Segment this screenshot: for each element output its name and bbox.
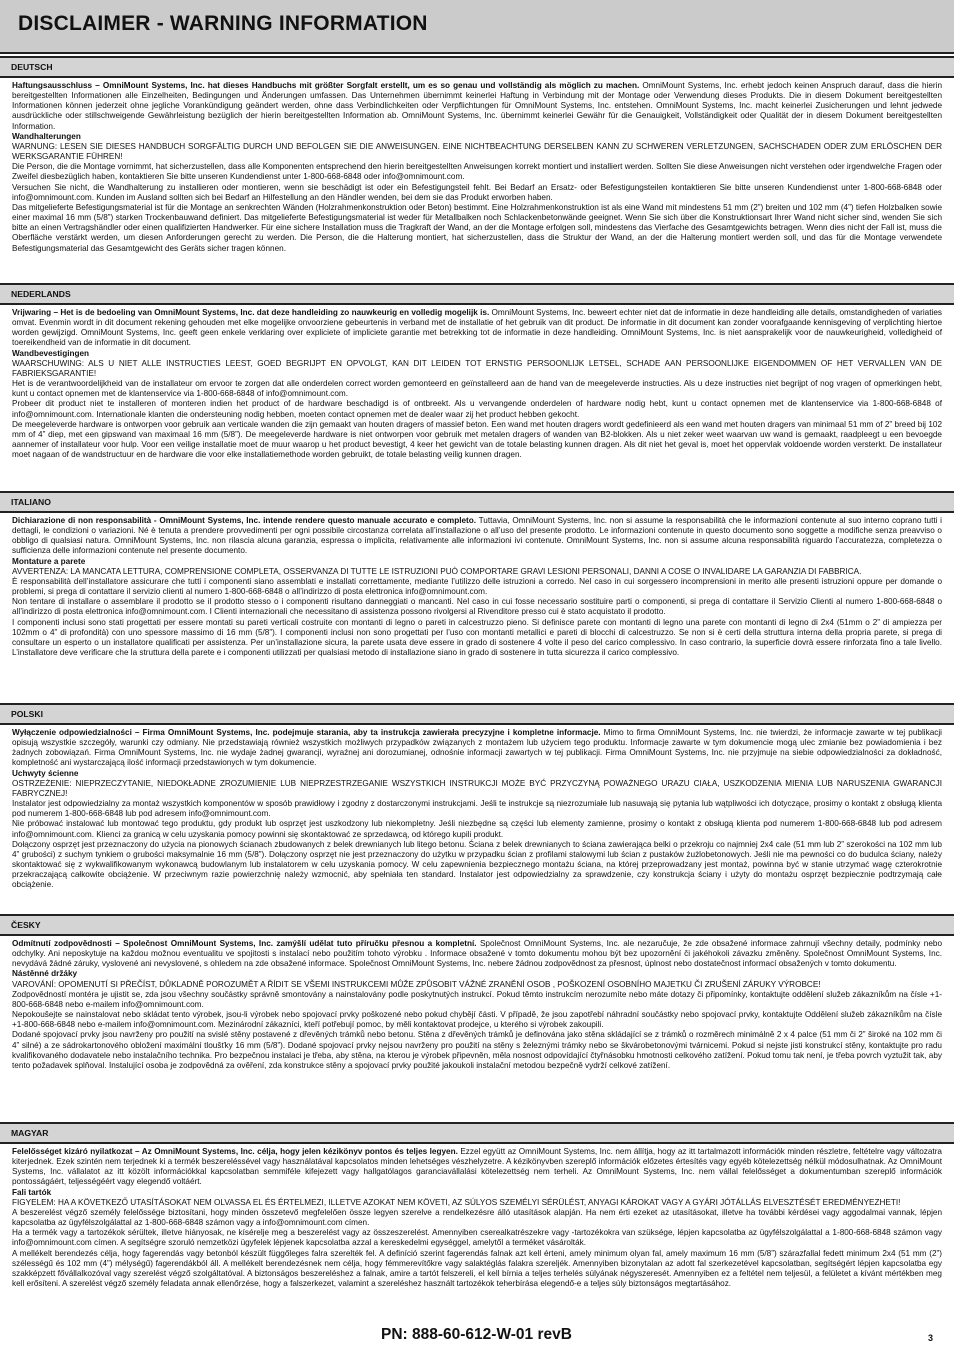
paragraph: È responsabilità dell’installatore assicurare che tutti i componenti siano assemblati e installati correttamente, mediante l’utilizzo delle istruzioni a corredo. Nel caso in cui sorgessero incomprensioni in merito alle presenti istruzioni oppure per domande o problemi, si prega di contattare il servizio clienti al numero 1-800-668-6848 o all’indirizzo di posta elettronica info@omnimount.com. [12, 576, 942, 597]
disclaimer-lead: Wyłączenie odpowiedzialności – Firma OmniMount Systems, Inc. podejmuje starania, aby ta instrukcja zawierała precyzyjne i kompletne informacje. [12, 728, 601, 737]
disclaimer-text: OmniMount Systems, Inc. erhebt jedoch keinen Anspruch darauf, dass die hierin bereitgestellten Informationen alle Einzelheiten, Bedingungen und Änderungen umfassen. Das Unternehmen übernimmt keinerlei Haftung in Verbindung mit der Montage oder Verwendung dieses Produkts. Die in diesem Dokument bereitgestellten Informationen können jederzeit ohne jegliche Vorankündigung geändert werden, ohne dass Verbindlichkeiten oder Verpflichtungen für OmniMount Systems, Inc. entstehen. OmniMount Systems, Inc. macht keinerlei Zusicherungen und lehnt jedwede ausdrückliche oder stillschweigende Gewährleistung bezüglich der hierin bereitgestellten Information ab. OmniMount Systems, Inc. übernimmt keinerlei Gewähr für die Genauigkeit, Vollständigkeit oder Qualität der in diesem Dokument bereitgestellten Information. [12, 81, 942, 131]
section-heading-bar [0, 491, 954, 513]
paragraph: Die Person, die die Montage vornimmt, hat sicherzustellen, dass alle Komponenten entsprechend den hierin bereitgestellten Anweisungen korrekt montiert und installiert werden. Sollten Sie diese Anweisungen nicht verstehen oder irgendwelche Fragen oder Zweifel diesbezüglich haben, kontaktieren Sie bitte unseren Kundendienst unter 1-800-668-6848 oder info@omnimount.com. [12, 162, 942, 182]
section-italiano [0, 491, 954, 658]
section-magyar [0, 1122, 954, 1289]
paragraph: Nepokoušejte se nainstalovat nebo skládat tento výrobek, jsou-li výrobek nebo spojovací prvky poškozené nebo pokud chybějí části. V případě, že jsou zapotřebí náhradní součástky nebo spojovací prvky, kontaktujte Oddělení služeb zákazníkům na čísle +1-800-668-6848 nebo e-mailem info@omnimount.com. Mezinárodní zákazníci, kteří potřebují pomoc, by měli kontaktovat prodejce, u kterého si výrobek zakoupili. [12, 1010, 942, 1030]
disclaimer-lead: Odmítnutí zodpovědnosti – Společnost OmniMount Systems, Inc. zamýšlí udělat tuto příručku přesnou a kompletní. [12, 939, 477, 948]
title-bar [0, 0, 954, 54]
warning-text: AVVERTENZA: LA MANCATA LETTURA, COMPRENSIONE COMPLETA, OSSERVANZA DI TUTTE LE ISTRUZIONI PUÒ COMPORTARE GRAVI LESIONI PERSONALI, DANNI A COSE O INVALIDARE LA GARANZIA DI FABBRICA. [12, 566, 862, 576]
paragraph: Non tentare di installare o assemblare il prodotto se il prodotto stesso o i componenti risultano danneggiati o mancanti. Nel caso in cui fosse necessario sostituire parti o componenti, si prega di contattare il Servizio Clienti al numero 1-800-668-6848 o all’indirizzo di posta elettronica info@omnimount.com. I Clienti internazionali che necessitano di assistenza possono rivolgersi al Rivenditore presso cui è stato acquistato il prodotto. [12, 597, 942, 617]
wall-mount-subheading: Wandbevestigingen [12, 348, 90, 358]
section-heading: NEDERLANDS [11, 289, 71, 299]
section-heading: MAGYAR [11, 1128, 49, 1138]
warning-text: WAARSCHUWING: ALS U NIET ALLE INSTRUCTIES LEEST, GOED BEGRIJPT EN OPVOLGT, KAN DIT LEIDEN TOT ERNSTIG PERSOONLIJK LETSEL, SCHADE AAN PERSOONLIJKE EIGENDOMMEN OF HET VERVALLEN VAN DE FABRIEKSGARANTIE! [12, 358, 942, 378]
section-heading: ITALIANO [11, 497, 51, 507]
paragraph: De meegeleverde hardware is ontworpen voor gebruik aan verticale wanden die zijn gemaakt van houten dragers of massief beton. Een wand met houten dragers wordt gedefinieerd als een wand met houten dragers van minimaal 51 mm of 2” breed bij 102 mm of 4” diep, met een gipswand van maximaal 16 mm (5/8”). De meegeleverde hardware is niet ontworpen voor gebruik met metalen dragers of wanden van B2-blokken. Als u niet zeker weet waarvan uw wand is gemaakt, raadpleegt u een bevoegde aannemer of installateur voor hulp. Voor een veilige installatie moet de muur waarop u het product bevestigt, 4 keer het gewicht van de totale belasting kunnen dragen. Als dit niet het geval is, moet het oppervlak voldoende worden versterkt. De installateur moet nagaan of de wandstructuur en de hardware die voor elke installatiemethode worden gebruikt, de totale belasting veilig kunnen dragen. [12, 419, 942, 460]
paragraph: Instalator jest odpowiedzialny za montaż wszystkich komponentów w sposób prawidłowy i zgodny z dostarczonymi instrukcjami. Jeśli te instrukcje są niezrozumiałe lub nasuwają się pytania lub wątpliwości ich dotyczące, prosimy o kontakt z obsługą klienta pod numerem 1-800-668-6848 lub pod adresem info@omnimount.com. [12, 799, 942, 819]
disclaimer-lead: Dichiarazione di non responsabilità - OmniMount Systems, Inc. intende rendere questo manuale accurato e completo. [12, 516, 477, 525]
disclaimer-lead: Felelősséget kizáró nyilatkozat – Az OmniMount Systems, Inc. célja, hogy jelen kézikönyv pontos és teljes legyen. [12, 1147, 458, 1156]
wall-mount-subheading: Fali tartók [12, 1187, 52, 1197]
disclaimer-lead: Vrijwaring – Het is de bedoeling van OmniMount Systems, Inc. dat deze handleiding zo nauwkeurig en volledig mogelijk is. [12, 308, 490, 317]
paragraph: A beszerelést végző személy felelőssége biztosítani, hogy minden összetevő megfelelően össze legyen szerelve a rendelkezésre álló utasítások alapján. Ha nem érti ezeket az utasításokat, illetve ha további kérdései vagy aggodalmai vannak, lépjen kapcsolatba az ügyfélszolgálattal az 1-800-668-6848 számon vagy a info@omnimount.com címen. [12, 1207, 942, 1228]
paragraph: Het is de verantwoordelijkheid van de installateur om ervoor te zorgen dat alle onderdelen correct worden gemonteerd en geïnstalleerd aan de hand van de meegeleverde instructies. Als u deze instructies niet begrijpt of nog vragen of opmerkingen hebt, kunt u contact opnemen met de klantenservice via 1-800-668-6848 of info@omnimount.com. [12, 379, 942, 399]
section-nederlands [0, 283, 954, 460]
section-body [0, 936, 954, 1071]
section-heading: DEUTSCH [11, 62, 53, 72]
page-number: 3 [928, 1333, 934, 1343]
disclaimer-text: Tuttavia, OmniMount Systems, Inc. non si assume la responsabilità che le informazioni contenute al suo interno coprano tutti i dettagli, le condizioni o variazioni. Né è tenuta a prendere provvedimenti per ogni possibile circostanza correlata all’installazione o all’uso del presente prodotto. Le informazioni contenute in questo documento sono soggette a modifiche senza preavviso o obbligo di qualsiasi natura. OmniMount Systems, Inc. non rilascia alcuna garanzia, espressa o implicita, relativamente alle informazioni ivi contenute. OmniMount Systems, Inc. non si assume alcuna responsabilità riguardo l’accuratezza, completezza o sufficienza delle informazioni contenute nel presente documento. [12, 516, 942, 556]
wall-mount-subheading: Montature a parete [12, 556, 86, 566]
section-polski [0, 703, 954, 891]
section-cesky [0, 914, 954, 1071]
section-heading-bar [0, 56, 954, 78]
section-body [0, 1144, 954, 1289]
paragraph: Versuchen Sie nicht, die Wandhalterung zu installieren oder montieren, wenn sie beschädigt ist oder ein Befestigungsteil fehlt. Bei Bedarf an Ersatz- oder Befestigungsteilen kontaktieren Sie bitte unseren Kundendienst unter 1-800-668-6848 oder info@omnimount.com. Kunden im Ausland sollten sich bei Bedarf an Hilfestellung an den Händler wenden, bei dem sie das Produkt erworben haben. [12, 182, 942, 202]
paragraph: I componenti inclusi sono stati progettati per essere montati su pareti verticali costruite con montanti di legno o pareti in calcestruzzo pieno. Si definisce parete con montanti di legno una parete con montanti di legno di 2x4 (51mm o 2” di ampiezza per 102mm o 4” di profondità) con uno spessore massimo di 16 mm (5/8”). I componenti inclusi non sono progettati per l’uso con montanti metallici e pareti di blocchi di calcestruzzo. Se non si è certi della struttura interna della propria parete, si prega di consultare un esperto o un installatore qualificati per assistenza. Per un’installazione sicura, la parete usata deve essere in grado di sostenere 4 volte il peso del carico complessivo. In caso contrario, la superficie dovrà essere rinforzata fino a tale livello. L’installatore deve verificare che la struttura della parete e i componenti utilizzati per qualsiasi metodo di installazione siano in grado di sostenere in tutta sicurezza il carico complessivo. [12, 617, 942, 658]
page-title: DISCLAIMER - WARNING INFORMATION [18, 12, 428, 35]
paragraph: Das mitgelieferte Befestigungsmaterial ist für die Montage an senkrechten Wänden (Holzrahmenkonstruktion oder Beton) bestimmt. Eine Holzrahmenkonstruktion ist als eine Wand mit mindestens 51 mm (2”) breiten und 102 mm (4”) tiefen Holzbalken sowie einer maximal 16 mm (5/8”) starken Trockenbauwand definiert. Das mitgelieferte Befestigungsmaterial ist weder für Metallbalken noch Schlackenbetonwände geeignet. Wenn Sie sich über die Konstruktionsart Ihrer Wand nicht sicher sind, wenden Sie sich bitte an einen Vertragshändler oder einen qualifizierten Handwerker. Für eine sichere Installation muss die Tragkraft der Wand, an der die Montage erfolgen soll, mindestens das Vierfache des Gesamtgewichts betragen. Wenn dies nicht der Fall ist, muss die Oberfläche verstärkt werden, um diesen Anforderungen gerecht zu werden. Die Person, die die Halterung montiert, hat sicherzustellen, dass die Struktur der Wand, an der die Halterung montiert werden soll, und das für die Montage verwendete Befestigungsmaterial das Gesamtgewicht des Geräts sicher tragen können. [12, 202, 942, 253]
warning-text: FIGYELEM: HA A KÖVETKEZŐ UTASÍTÁSOKAT NEM OLVASSA EL ÉS ÉRTELMEZI, ILLETVE AZOKAT NEM KÖVETI, AZ SÚLYOS SZEMÉLYI SÉRÜLÉST, ANYAGI KÁROKAT VAGY A GYÁRI JÓTÁLLÁS ELVESZTÉSÉT EREDMÉNYEZHETI! [12, 1197, 901, 1207]
paragraph: Probeer dit product niet te installeren of monteren indien het product of de hardware beschadigd is of ontbreekt. Als u vervangende onderdelen of hardware nodig hebt, kunt u contact opnemen met de klantenservice via 1-800-668-6848 of info@omnimount.com. Internationale klanten die ondersteuning nodig hebben, moeten contact opnemen met de dealer waar zij het product hebben gekocht. [12, 399, 942, 419]
disclaimer-text: Společnost OmniMount Systems, Inc. ale nezaručuje, že zde obsažené informace zahrnují všechny detaily, podmínky nebo odchylky. Ani neposkytuje na každou možnou eventualitu ve spojitosti s instalací nebo použitím tohoto výrobku . Informace obsažené v tomto dokumentu mohou být bez upozornění či jakéhokoli závazku změněny. Společnost OmniMount Systems, Inc. nevydává žádné záruky, vyslovené ani nevyslovené, s ohledem na zde obsažené informace. Společnost OmniMount Systems, Inc. nebere žádnou zodpovědnost za přesnost, úplnost nebo dostatečnost informací obsažených v tomto dokumentu. [12, 939, 942, 969]
wall-mount-subheading: Uchwyty ścienne [12, 768, 79, 778]
section-deutsch [0, 56, 954, 254]
section-body [0, 78, 954, 254]
paragraph: Ha a termék vagy a tartozékok sérültek, illetve hiányosak, ne kísérelje meg a beszerelést vagy az összeszerelést. Amennyiben cserealkatrészekre vagy -tartozékokra van szüksége, lépjen kapcsolatba az ügyfélszolgálattal a 1-800-668-6848 számon vagy info@omnimount.com címen. A segítségre szoruló nemzetközi ügyfelek lépjenek kapcsolatba azzal a kereskedelmi egységgel, amelytől a terméket vásárolták. [12, 1228, 942, 1248]
section-body [0, 513, 954, 658]
warning-text: VAROVÁNÍ: OPOMENUTÍ SI PŘEČÍST, DŮKLADNĚ POROZUMĚT A ŘÍDIT SE VŠEMI INSTRUKCEMI MŮŽE ZPŮSOBIT VÁŽNÉ ZRANĚNÍ OSOB , POŠKOZENÍ OSOBNÍHO MAJETKU ČI ZRUŠENÍ ZÁRUKY VÝROBCE! [12, 979, 821, 989]
section-body [0, 725, 954, 891]
warning-text: OSTRZEŻENIE: NIEPRZECZYTANIE, NIEDOKŁADNE ZROZUMIENIE LUB NIEPRZESTRZEGANIE WSZYSTKICH INSTRUKCJI MOŻE BYĆ PRZYCZYNĄ POWAŻNEGO URAZU CIAŁA, USZKODZENIA MIENIA LUB NARUSZENIA GWARANCJI FABRYCZNEJ! [12, 778, 942, 798]
disclaimer-lead: Haftungsausschluss – OmniMount Systems, Inc. hat dieses Handbuchs mit größter Sorgfalt erstellt, um es so genau und vollständig als möglich zu machen. [12, 81, 640, 90]
section-heading-bar [0, 703, 954, 725]
section-heading: ČESKY [11, 920, 41, 930]
disclaimer-text: Ezzel együtt az OmniMount Systems, Inc. nem állítja, hogy az itt tartalmazott információk minden részletre, feltételre vagy változatra kiterjednek. Ezek szintén nem terjednek ki a termék beszereléssével vagy használatával kapcsolatos minden lehetséges vészhelyzetre. A kézikönyvben szereplő információk előzetes értesítés vagy egyéb kötelezettség nélkül módosulhatnak. Az OmniMount Systems, Inc. vállalatot az itt közölt információkkal kapcsolatban semmiféle kifejezett vagy hallgatólagos garanciavállalási kötelezettség nem terheli. Az OmniMount Systems, Inc. nem vállal felelősséget a dokumentumban szereplő információk pontosságáért, teljességéért vagy elegendő voltáért. [12, 1147, 942, 1187]
paragraph: Nie próbować instalować lub montować tego produktu, gdy produkt lub osprzęt jest uszkodzony lub niekompletny. Jeśli niezbędne są części lub elementy zamienne, prosimy o kontakt z obsługą klienta pod numerem 1-800-668-6848 lub pod adresem info@omnimount.com. Klienci za granicą w celu uzyskania pomocy powinni się skontaktować ze sprzedawcą, od którego kupili produkt. [12, 819, 942, 839]
section-heading: POLSKI [11, 709, 43, 719]
warning-text: WARNUNG: LESEN SIE DIESES HANDBUCH SORGFÄLTIG DURCH UND BEFOLGEN SIE DIE ANWEISUNGEN. EINE NICHTBEACHTUNG DERSELBEN KANN ZU SCHWEREN VERLETZUNGEN, SACHSCHADEN ODER ZUM ERLÖSCHEN DER WERKSGARANTIE FÜHREN! [12, 141, 942, 162]
section-heading-bar [0, 1122, 954, 1144]
paragraph: Zodpovědností montéra je ujistit se, zda jsou všechny součástky správně smontovány a nainstalovány podle poskytnutých instrukcí. Pokud těmto instrukcím nerozumíte nebo máte dotazy či připomínky, kontaktujte oddělení služeb zákazníkům na čísle +1-800-668-6848 nebo e-mailem info@omnimount.com. [12, 989, 942, 1009]
section-heading-bar [0, 914, 954, 936]
section-body [0, 305, 954, 460]
disclaimer-text: Mimo to firma OmniMount Systems, Inc. nie twierdzi, że informacje zawarte w tej publikacji opisują wszystkie szczegóły, warunki czy odmiany. Nie przedstawiają również wszystkich możliwych przypadków związanych z montażem lub użyciem tego produktu. Informacje zawarte w tym dokumencie mogą ulec zmianie bez powiadomienia i bez żadnych zobowiązań. Firma OmniMount Systems, Inc. nie wydaje żadnej gwarancji, wyraźnej ani dorozumianej, odnośnie informacji zawartych w tej publikacji. Firma OmniMount Systems, Inc. nie przyjmuje na siebie odpowiedzialności za dokładność, kompletność ani wystarczającą ilość informacji przedstawionych w tym dokumencie. [12, 728, 942, 768]
paragraph: Dodané spojovací prvky jsou navrženy pro použití na svislé stěny postavené z dřevěných trámků nebo betonu. Stěna z dřevěných trámků je definována jako stěna skládající se z trámků o rozměrech minimálně 2 x 4 palce (51 mm či 2” široké na 102 mm či 4” silné) a ze sádrokartonového obložení maximální tloušťky 16 mm (5/8”). Dodané spojovací prvky nejsou navrženy pro použití na stěny s železnými trámky nebo se škvárobetonovými tvárnicemi. Pokud si nejste jisti konstrukcí stěny, kontaktujte pro radu kvalifikovaného dodavatele nebo instalačního technika. Pro bezpečnou instalaci je třeba, aby stěna, na kterou je výrobek připevněn, měla nosnost odpovídající čtyřnásobku hmotnosti celkového zatížení. Pokud tomu tak není, je třeba povrch vyztužit tak, aby tento požadavek splňoval. Instalující osoba je zodpovědná za ověření, zda konstrukce stěny a spojovací prvky použité jakoukoli instalační metodou bezpečně vydrží celkové zatížení. [12, 1030, 942, 1070]
part-number: PN: 888-60-612-W-01 revB [381, 1326, 572, 1343]
disclaimer-text: OmniMount Systems, Inc. beweert echter niet dat de informatie in deze handleiding alle details, omstandigheden of variaties omvat. Evenmin wordt in dit document rekening gehouden met elke mogelijke onvoorziene gebeurtenis in verband met de installatie of het gebruik van dit product. De informatie in dit document kan zonder voorafgaande kennisgeving of verplichting hiertoe worden gewijzigd. OmniMount Systems, Inc. geeft geen enkele verklaring over expliciete of impliciete garantie met betrekking tot de informatie in deze handleiding. OmniMount Systems, Inc. is niet aansprakelijk voor de nauwkeurigheid, volledigheid of toereikendheid van de informatie in dit document. [12, 308, 942, 348]
wall-mount-subheading: Nástěnné držáky [12, 969, 78, 979]
wall-mount-subheading: Wandhalterungen [12, 131, 81, 141]
paragraph: A mellékelt berendezés célja, hogy fagerendás vagy betonból készült függőleges falra szerelték fel. A definíció szerint fagerendás falnak azt kell érteni, amely minimum olyan fal, amely maximum 16 mm (5/8”) szárazfallal fedett minimum 2x4 (51 mm (2”) szélességű és 102 mm (4”) mélységű) fagerendákból áll. A mellékelt berendezésnek nem célja, hogy fémmerevítőkre vagy salaktéglás falakra szereljék. Amennyiben bizonytalan az adott fal szerkezetével kapcsolatban, segítségért lépjen kapcsolatba egy szakképzett fővállalkozóval vagy szerelést végző szolgáltatóval. A biztonságos beszereléshez a falnak, amire a tartót felszereli, el kell bírnia a teljes terhelés súlyának négyszeresét. Amennyiben ez a feltétel nem teljesül, a felületet a kívánt mértékben meg kell erősíteni. A szerelést végző személy feladata annak ellenőrzése, hogy a falszerkezet, valamint a szereléshez használt tartozékok teherbírása elegendő-e a teljes súly biztonságos megtartásához. [12, 1248, 942, 1289]
section-heading-bar [0, 283, 954, 305]
paragraph: Dołączony osprzęt jest przeznaczony do użycia na pionowych ścianach zbudowanych z belek drewnianych lub litego betonu. Ściana z belek drewnianych to ściana zawierająca belki o przekroju co najmniej 2x4 cale (51 mm lub 2” szerokości na 102 mm lub 4” grubości) z suchym tynkiem o grubości maksymalnie 16 mm (5/8”). Dołączony osprzęt nie jest przeznaczony do użytku w przypadku ścian z profilami stalowymi lub ścian z pustaków żużlobetonowych. Jeśli nie ma pewności co do budulca ściany, należy skontaktować się z wykwalifikowanym wykonawcą budowlanym lub instalatorem w celu uzyskania pomocy. W celu zapewnienia bezpiecznego montażu ściana, na której przeprowadzany jest montaż, powinna być w stanie utrzymać wagę czterokrotnie przekraczającą całkowite obciążenie. W przeciwnym razie powierzchnię należy wzmocnić, aby spełniała ten standard. Instalator jest odpowiedzialny za sprawdzenie, czy konstrukcja ściany i użyty do montażu osprzęt bezpiecznie podtrzymają całe obciążenie. [12, 839, 942, 890]
